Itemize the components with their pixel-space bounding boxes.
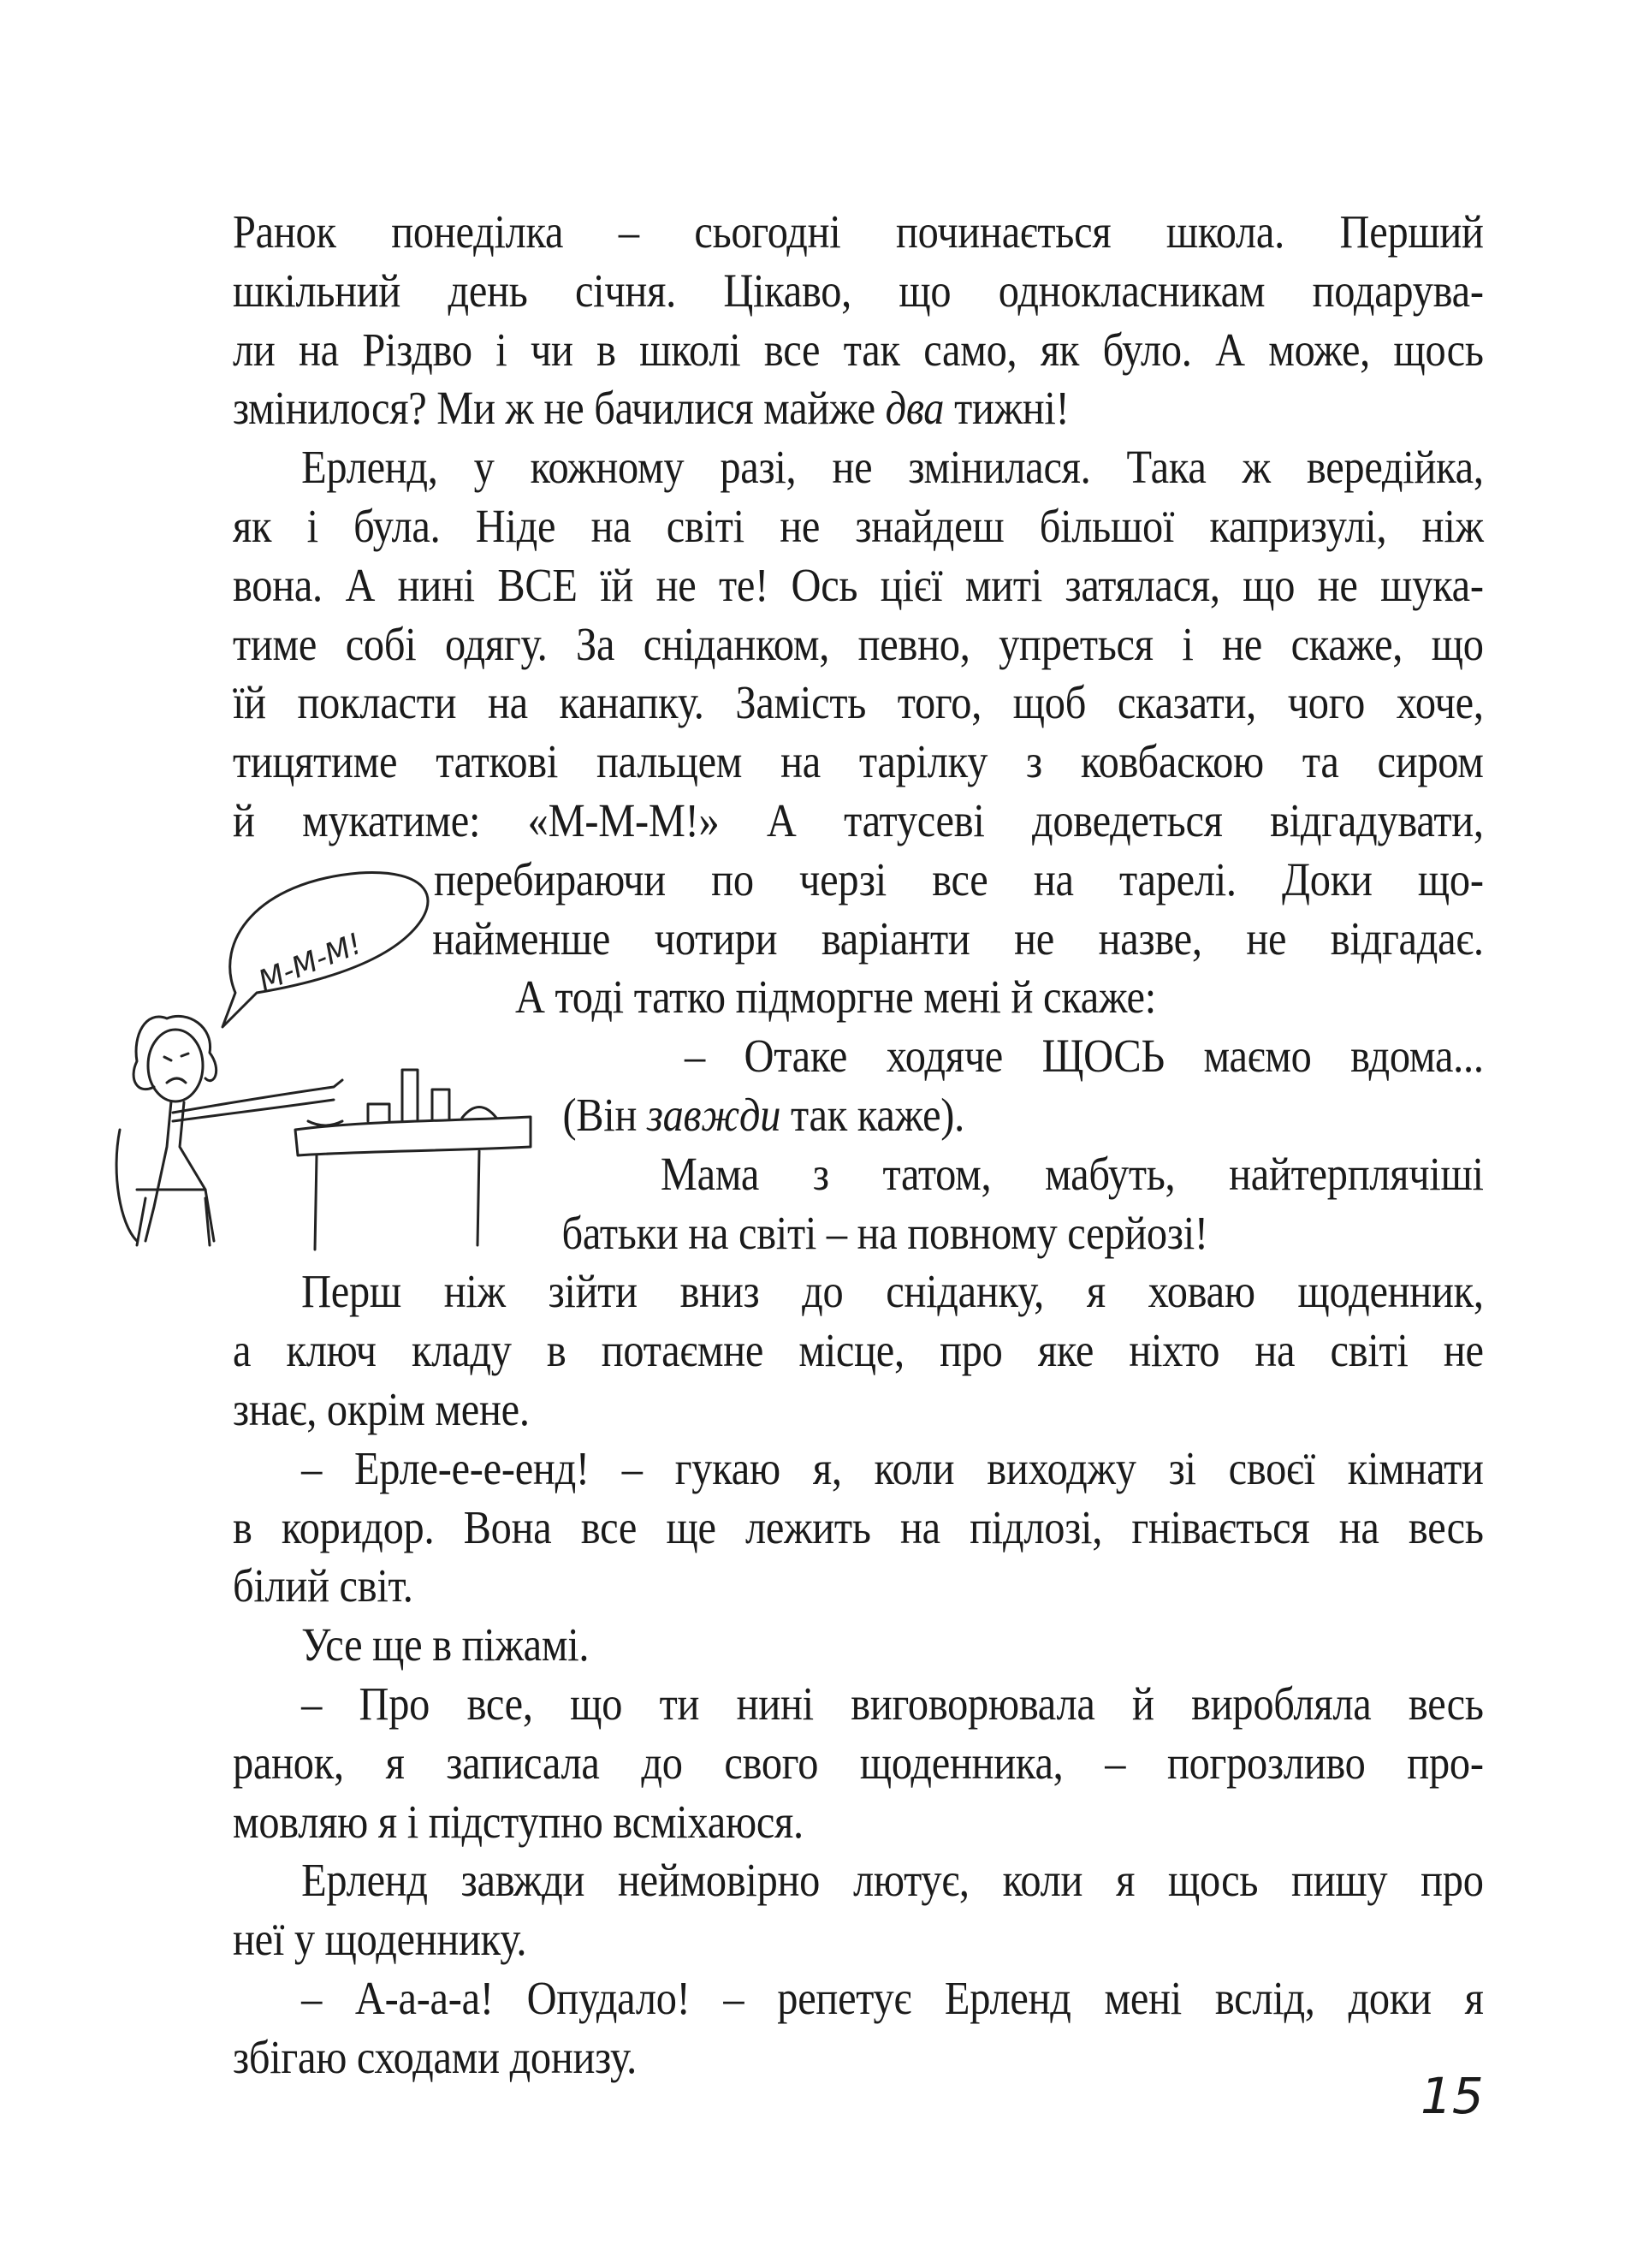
- text-segment: (Він: [562, 1088, 647, 1141]
- italic-word: два: [885, 382, 945, 435]
- girl-figure: [116, 1016, 342, 1245]
- text-line: неї у щоденнику.: [233, 1913, 527, 1966]
- text-line: перебираючи по черзі все на тарелі. Доки що-: [433, 852, 1484, 905]
- text-line: ли на Різдво і чи в школі все так само, як було. А може, щось: [233, 323, 1484, 376]
- text-line: тицятиме таткові пальцем на тарілку з ковбаскою та сиром: [233, 735, 1484, 788]
- text-line: шкільний день січня. Цікаво, що однокласникам подарува-: [233, 264, 1484, 317]
- text-line: вона. А нині ВСЕ їй не те! Ось цієї миті затялася, що не шука-: [233, 558, 1484, 611]
- text-line: знає, окрім мене.: [233, 1382, 530, 1435]
- text-line: тиме собі одягу. За сніданком, певно, упреться і не скаже, що: [233, 617, 1484, 670]
- text-line: найменше чотири варіанти не назве, не відгадає.: [432, 911, 1484, 965]
- text-line: Усе ще в піжамі.: [301, 1618, 590, 1671]
- page-number: 15: [1421, 2067, 1484, 2125]
- text-line: й мукатиме: «М-М-М!» А татусеві доведеться відгадувати,: [233, 793, 1484, 846]
- italic-word: завжди: [646, 1088, 781, 1141]
- text-line: мовляю я і підступно всміхаюся.: [233, 1795, 804, 1848]
- bubble-text: М-М-М!: [253, 926, 367, 1000]
- text-line: Ранок понеділка – сьогодні починається школа. Перший: [233, 205, 1484, 258]
- text-line: в коридор. Вона все ще лежить на підлозі, гнівається на весь: [233, 1500, 1484, 1553]
- text-line: батьки на світі – на повному серйозі!: [561, 1206, 1208, 1259]
- text-line: – Отаке ходяче ЩОСЬ маємо вдома...: [685, 1030, 1484, 1083]
- text-line: Ерленд, у кожному разі, не змінилася. Така ж вередійка,: [301, 441, 1484, 494]
- text-line: Перш ніж зійти вниз до сніданку, я ховаю щоденник,: [301, 1265, 1484, 1318]
- text-segment: тижні!: [944, 382, 1070, 435]
- text-line: а ключ кладу в потаємне місце, про яке ніхто на світі не: [233, 1324, 1484, 1377]
- text-line: Мама з татом, мабуть, найтерплячіші: [660, 1147, 1484, 1200]
- text-segment: змінилося? Ми ж не бачилися майже: [233, 382, 886, 435]
- text-segment: так каже).: [780, 1088, 964, 1141]
- text-line: – Ерле-е-е-енд! – гукаю я, коли виходжу зі своєї кімнати: [301, 1441, 1484, 1494]
- girl-at-table-illustration: [86, 864, 616, 1258]
- text-line: збігаю сходами донизу.: [233, 2030, 637, 2083]
- text-line: – А-а-а-а! Опудало! – репетує Ерленд мені вслід, доки я: [301, 1971, 1484, 2024]
- speech-bubble: [222, 873, 428, 1027]
- text-line: білий світ.: [233, 1559, 413, 1612]
- table: [295, 1070, 531, 1250]
- text-line: їй покласти на канапку. Замість того, щоб сказати, чого хоче,: [233, 676, 1484, 729]
- text-line: [233, 379, 1484, 438]
- text-line: – Про все, що ти нині виговорювала й виробляла весь: [301, 1677, 1484, 1730]
- text-line: як і була. Ніде на світі не знайдеш більшої капризулі, ніж: [233, 499, 1484, 552]
- text-line: Ерленд завжди неймовірно лютує, коли я щось пишу про: [301, 1854, 1484, 1907]
- text-line: А тоді татко підморгне мені й скаже:: [515, 971, 1156, 1024]
- text-line: ранок, я записала до свого щоденника, – погрозливо про-: [233, 1736, 1484, 1789]
